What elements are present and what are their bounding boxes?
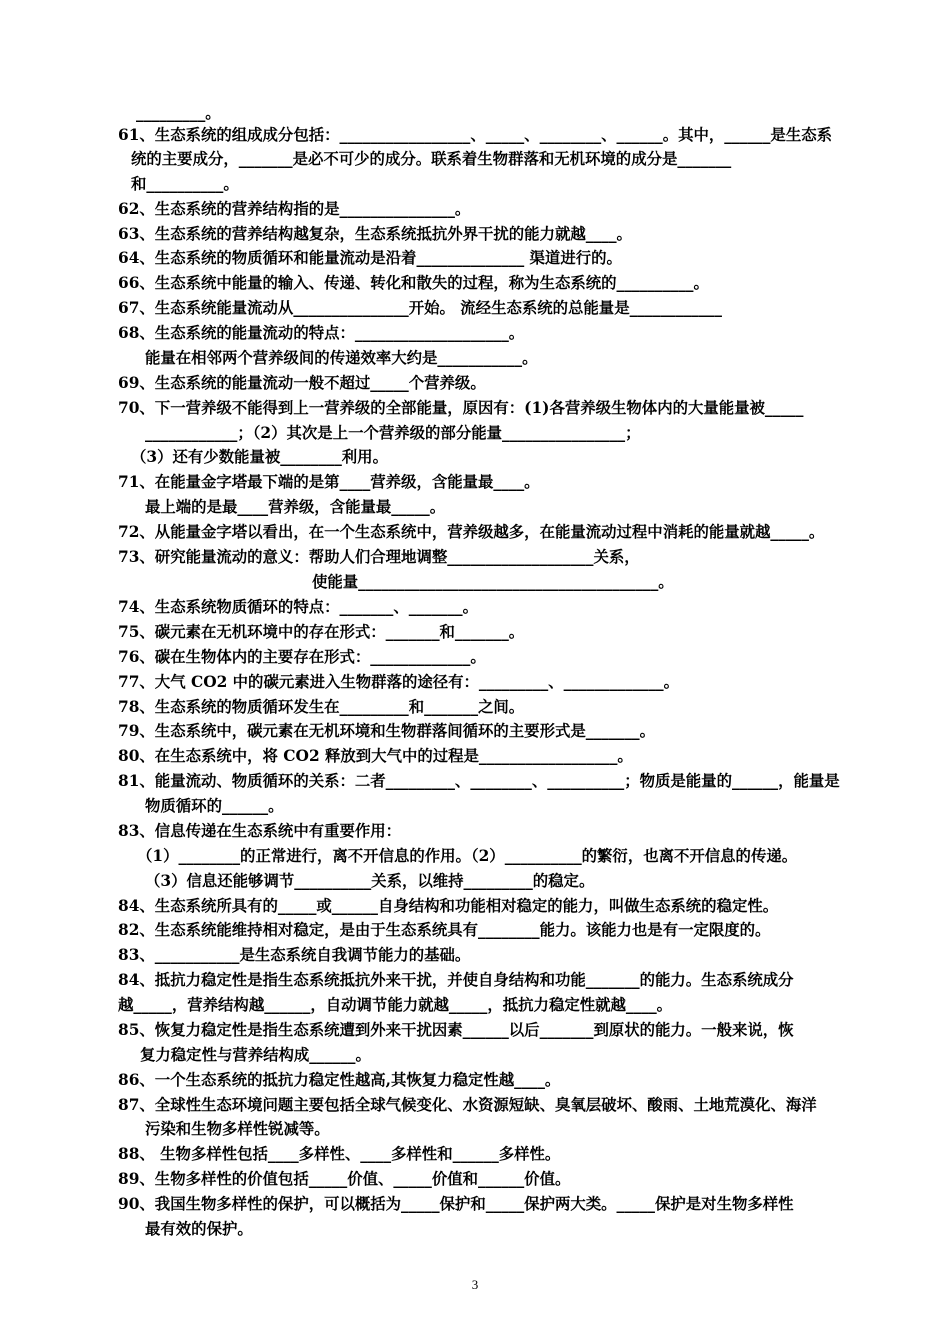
text-line: 74、生态系统物质循环的特点：_______、_______。: [118, 598, 479, 616]
text-line: 80、在生态系统中，将 CO2 释放到大气中的过程是__________________。: [118, 747, 633, 765]
text-line: 最上端的是最____营养级，含能量最_____。: [145, 498, 446, 516]
text-line: （1）________的正常进行，离不开信息的作用。（2）__________的繁衍，也离不开信息的传递。: [137, 847, 798, 865]
text-line: ____________；（2）其次是上一个营养级的部分能量________________；: [145, 424, 641, 442]
text-line: 83、___________是生态系统自我调节能力的基础。: [118, 946, 471, 964]
text-line: 83、信息传递在生态系统中有重要作用：: [118, 822, 402, 840]
text-line: 86、一个生态系统的抵抗力稳定性越高,其恢复力稳定性越____。: [118, 1071, 561, 1089]
text-line: 72、从能量金字塔以看出，在一个生态系统中，营养级越多，在能量流动过程中消耗的能量就越_____。: [118, 523, 825, 541]
text-line: 复力稳定性与营养结构成______。: [140, 1046, 371, 1064]
text-line: 67、生态系统能量流动从_______________开始。 流经生态系统的总能量是____________: [118, 299, 722, 317]
text-line: 76、碳在生物体内的主要存在形式：_____________。: [118, 648, 486, 666]
text-line: 75、碳元素在无机环境中的存在形式：_______和_______。: [118, 623, 525, 641]
text-line: 79、生态系统中，碳元素在无机环境和生物群落间循环的主要形式是_______。: [118, 722, 656, 740]
page-number: 3: [471, 1277, 479, 1292]
text-line: 87、全球性生态环境问题主要包括全球气候变化、水资源短缺、臭氧层破坏、酸雨、土地荒漠化、海洋: [118, 1096, 817, 1114]
text-line: 82、生态系统能维持相对稳定，是由于生态系统具有________能力。该能力也是有一定限度的。: [118, 921, 771, 939]
text-line: 81、能量流动、物质循环的关系：二者_________、________、__________；物质是能量的______，能量是: [118, 772, 840, 790]
text-line: 使能量_______________________________________。: [312, 573, 674, 591]
text-line: 统的主要成分，_______是必不可少的成分。联系着生物群落和无机环境的成分是_______: [131, 150, 732, 168]
text-line: 最有效的保护。: [145, 1220, 253, 1238]
text-line: 越_____，营养结构越______，自动调节能力就越_____，抵抗力稳定性就越____。: [118, 996, 673, 1014]
text-line: _________。: [136, 104, 221, 122]
text-line: 68、生态系统的能量流动的特点：____________________。: [118, 324, 525, 342]
text-line: 63、生态系统的营养结构越复杂，生态系统抵抗外界干扰的能力就越____。: [118, 225, 632, 243]
text-line: 85、恢复力稳定性是指生态系统遭到外来干扰因素______以后_______到原状的能力。一般来说，恢: [118, 1021, 794, 1039]
text-line: 61、生态系统的组成成分包括：_________________、_____、________、______。其中，______是生态系: [118, 126, 832, 144]
text-line: 71、在能量金字塔最下端的是第____营养级，含能量最____。: [118, 473, 540, 491]
text-line: 66、生态系统中能量的输入、传递、转化和散失的过程，称为生态系统的__________。: [118, 274, 709, 292]
text-line: 77、大气 CO2 中的碳元素进入生物群落的途径有：_________、_____________。: [118, 673, 679, 691]
text-line: （3）还有少数能量被________利用。: [131, 448, 388, 466]
text-line: 88、 生物多样性包括____多样性、____多样性和______多样性。: [118, 1145, 561, 1163]
text-line: 73、研究能量流动的意义：帮助人们合理地调整___________________关系，: [118, 548, 640, 566]
text-line: 84、抵抗力稳定性是指生态系统抵抗外来干扰，并使自身结构和功能_______的能力。生态系统成分: [118, 971, 794, 989]
text-line: 70、下一营养级不能得到上一营养级的全部能量，原因有：(1)各营养级生物体内的大量能量被_____: [118, 399, 804, 417]
text-line: 90、我国生物多样性的保护，可以概括为_____保护和_____保护两大类。_____保护是对生物多样性: [118, 1195, 794, 1213]
text-line: 89、生物多样性的价值包括_____价值、_____价值和______价值。: [118, 1170, 571, 1188]
text-line: 污染和生物多样性锐减等。: [145, 1120, 330, 1138]
text-line: 78、生态系统的物质循环发生在_________和_______之间。: [118, 698, 525, 716]
text-line: 64、生态系统的物质循环和能量流动是沿着______________ 渠道进行的。: [118, 249, 622, 267]
text-line: 62、生态系统的营养结构指的是_______________。: [118, 200, 471, 218]
text-line: （3）信息还能够调节__________关系，以维持_________的稳定。: [145, 872, 595, 890]
text-line: 物质循环的______。: [145, 797, 284, 815]
text-line: 和__________。: [131, 175, 239, 193]
text-line: 84、生态系统所具有的_____或______自身结构和功能相对稳定的能力，叫做生态系统的稳定性。: [118, 897, 779, 915]
text-line: 能量在相邻两个营养级间的传递效率大约是___________。: [145, 349, 538, 367]
text-line: 69、生态系统的能量流动一般不超过_____个营养级。: [118, 374, 486, 392]
